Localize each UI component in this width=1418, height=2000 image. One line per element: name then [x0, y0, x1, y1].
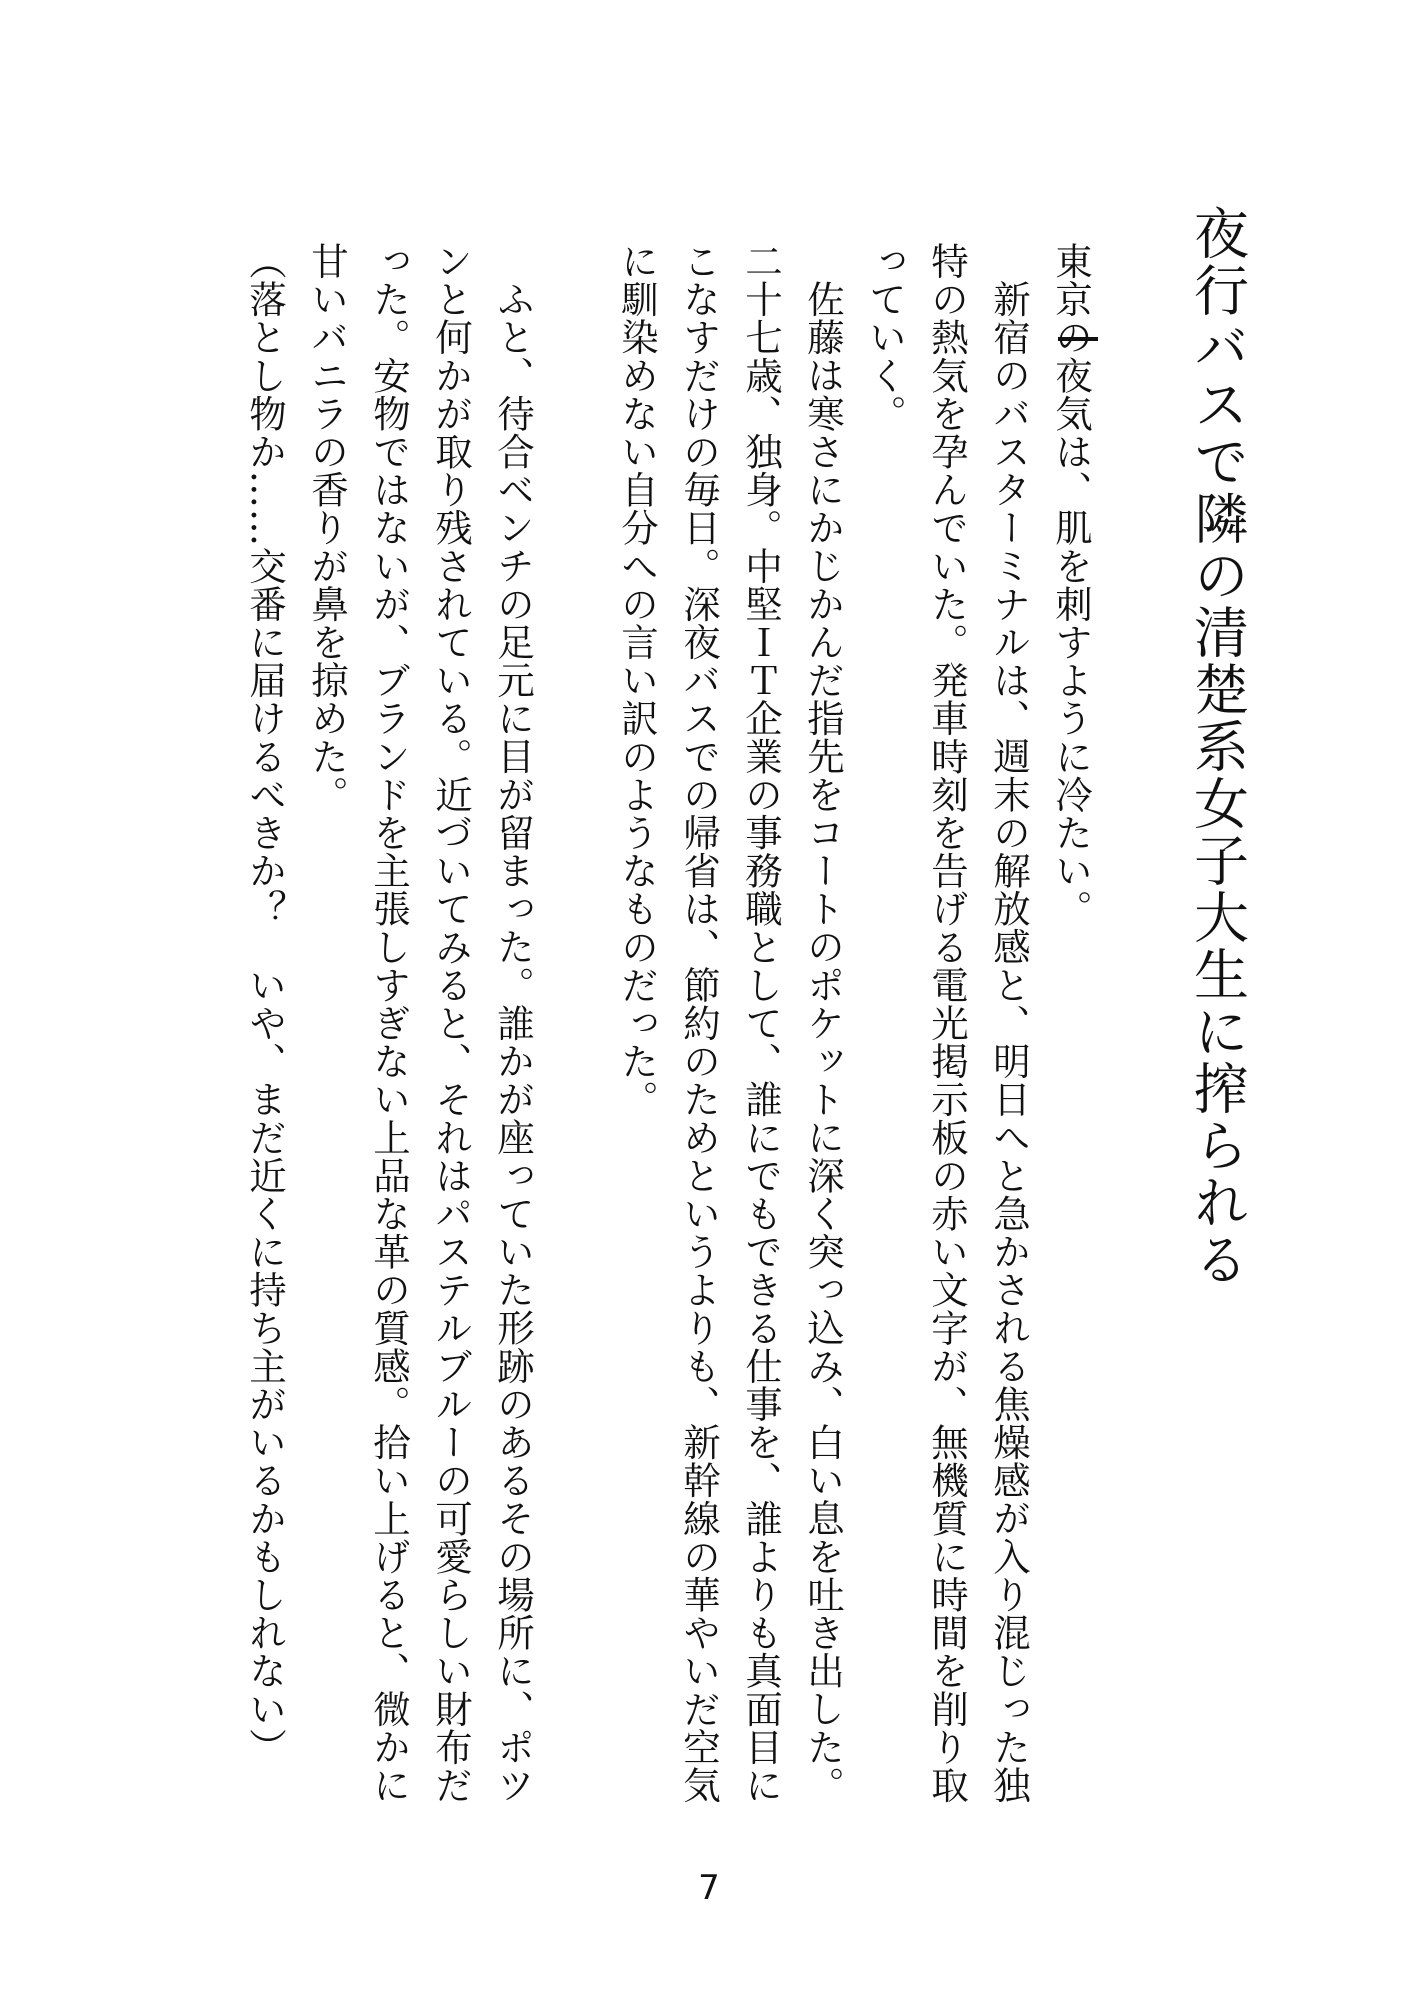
paragraph-3: 佐藤は寒さにかじかんだ指先をコートのポケットに深く突っ込み、白い息を吐き出した。二十七歳、独身。中堅ＩＴ企業の事務職として、誰にでもできる仕事を、誰よりも真面目にこなすだけの毎日。深夜バスでの帰省は、節約のためというよりも、新幹線の華やいだ空気に馴染めない自分への言い訳のようなものだった。	[615, 242, 845, 1805]
paragraph-4: ふと、待合ベンチの足元に目が留まった。誰かが座っていた形跡のあるその場所に、ポツンと何かが取り残されている。近づいてみると、それはパステルブルーの可愛らしい財布だった。安物ではないが、ブランドを主張しすぎない上品な革の質感。拾い上げると、微かに甘いバニラの香りが鼻を掠めた。	[305, 242, 535, 1805]
body-text	[234, 242, 1102, 1822]
blank-line	[544, 242, 606, 1822]
inner-monologue: （落とし物か……交番に届けるべきか？ いや、まだ近くに持ち主がいるかもしれない）	[243, 242, 287, 1766]
paragraph-1: 東京の夜気は、肌を刺すように冷たい。	[1049, 242, 1093, 928]
page-number: 7	[698, 1868, 720, 1908]
paragraph-2: 新宿のバスターミナルは、週末の解放感と、明日へと急かされる焦燥感が入り混じった独特の熱気を孕んでいた。発車時刻を告げる電光掲示板の赤い文字が、無機質に時間を削り取っていく。	[863, 242, 1031, 1805]
chapter-title: 夜行バスで隣の清楚系女子大生に搾られる	[1185, 205, 1249, 1288]
